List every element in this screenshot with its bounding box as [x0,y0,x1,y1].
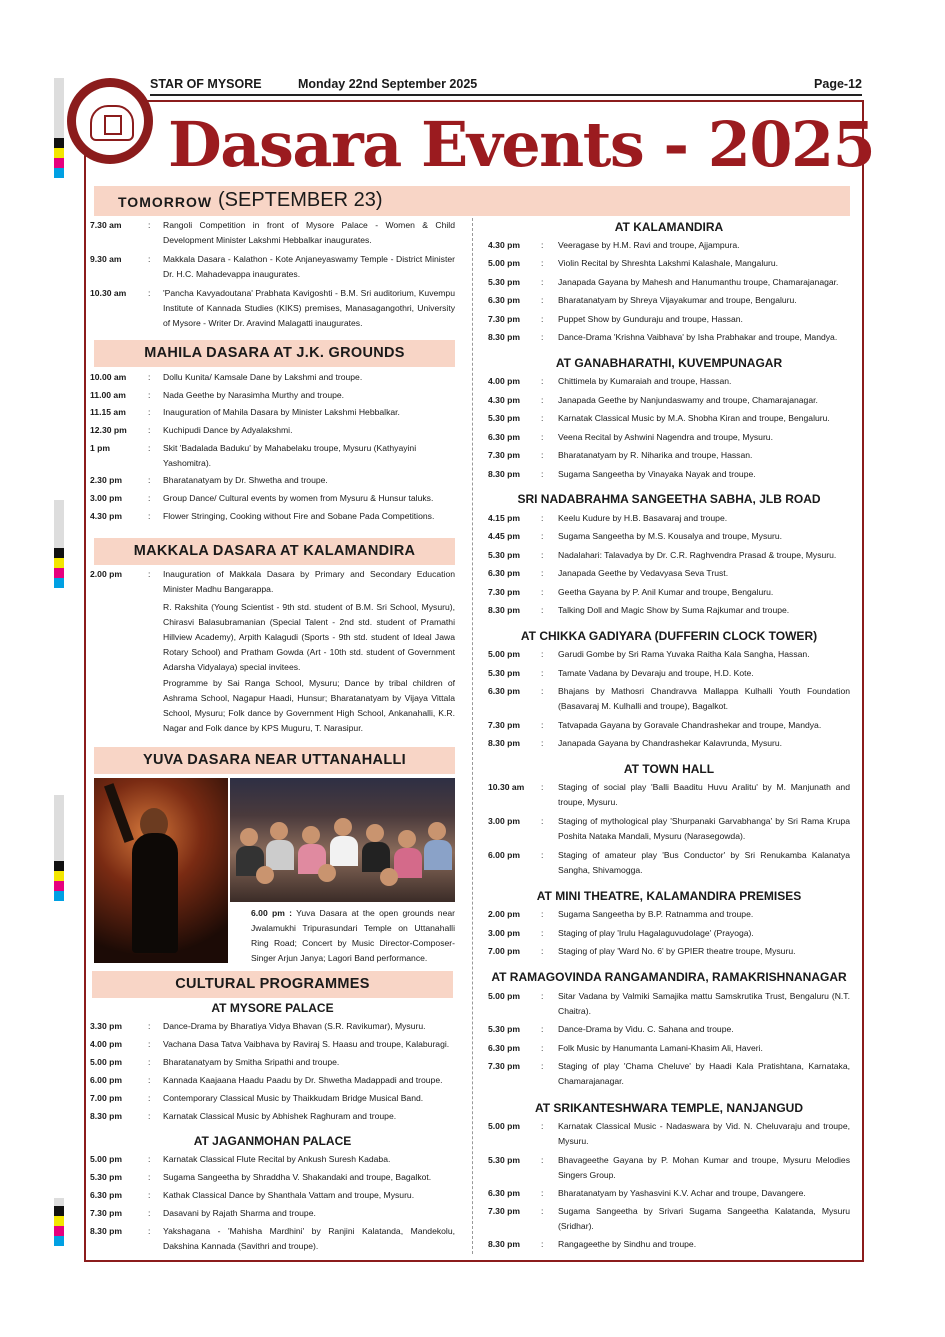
event-row [488,848,850,878]
event-row [488,989,850,1019]
colon-separator: : [541,816,544,826]
event-text: 'Pancha Kavyadoutana' Prabhata Kavigoshti - B.M. Sri auditorium, Kuvempu Institute of Kannada Studies (KIKS) premises, Manasagangothri, University of Mysore - Writer Dr. Aravind Malagatti inaugurates. [163,288,455,328]
event-row [90,370,455,385]
colon-separator: : [148,425,151,435]
event-time: 9.30 am [90,254,122,264]
event-row [90,1091,455,1106]
colon-separator: : [148,443,151,453]
colon-separator: : [148,1057,151,1067]
colon-separator: : [541,376,544,386]
makkala-para-3: Programme by Sai Ranga School, Mysuru; Dance by tribal children of Ashrama School, Nagapur Haadi, Hunsur; Bharatanatyam by Vijaya Vittala School, Mysuru; Folk dance by Government High School, Ankanahalli, K.R. Nagar and Folk dance by KPS Muguru, T. Narasipur. [163,678,455,733]
event-row [90,1037,455,1052]
event-row [488,293,850,308]
nadabrahma-subheading: SRI NADABRAHMA SANGEETHA SABHA, JLB ROAD [517,492,821,506]
event-text: Dasavani by Rajath Sharma and troupe. [163,1208,316,1218]
event-time: 7.30 pm [90,1208,123,1218]
event-text: Karnatak Classical Music - Nadaswara by Vid. N. Cheluvaraju and troupe, Mysuru. [558,1121,850,1146]
event-text: Staging of amateur play 'Bus Conductor' by Sri Renukamba Kalanatya Sangha, Shivamogga. [558,850,850,875]
event-row [488,1041,850,1056]
event-row [488,393,850,408]
event-time: 8.30 pm [90,1226,123,1236]
event-text: Puppet Show by Gunduraju and troupe, Hassan. [558,314,743,324]
event-time: 4.00 pm [488,376,521,386]
event-time: 2.30 pm [90,475,123,485]
ramagovinda-subheading: AT RAMAGOVINDA RANGAMANDIRA, RAMAKRISHNANAGAR [491,970,847,984]
event-text: Skit 'Badalada Baduku' by Mahabelaku troupe, Mysuru (Kathyayini Yashomitra). [163,443,417,468]
yuva-heading: YUVA DASARA NEAR UTTANAHALLI [94,747,455,774]
colon-separator: : [148,1172,151,1182]
event-row [90,218,455,248]
event-time: 10.30 am [90,288,127,298]
event-text: Karnatak Classical Music by M.A. Shobha Kiran and troupe, Bengaluru. [558,413,830,423]
event-text: Bharatanatyam by Yashasvini K.V. Achar and troupe, Davangere. [558,1188,806,1198]
event-row [488,448,850,463]
event-row [488,1237,850,1252]
event-time: 8.30 pm [90,1111,123,1121]
event-text: Veena Recital by Ashwini Nagendra and troupe, Mysuru. [558,432,773,442]
event-text: Talking Doll and Magic Show by Suma Rajkumar and troupe. [558,605,790,615]
issue-date: Monday 22nd September 2025 [298,77,478,91]
event-time: 5.30 pm [488,413,521,423]
colon-separator: : [541,1024,544,1034]
event-time: 5.00 pm [90,1057,123,1067]
event-time: 7.30 pm [488,720,521,730]
event-row [90,252,455,282]
event-time: 3.00 pm [488,816,521,826]
colon-separator: : [148,1190,151,1200]
event-text: Flower Stringing, Cooking without Fire and Sobane Pada Competitions. [163,511,435,521]
event-text: Inauguration of Mahila Dasara by Minister Lakshmi Hebbalkar. [163,407,400,417]
event-time: 3.30 pm [90,1021,123,1031]
event-text: Makkala Dasara - Kalathon - Kote Anjaneyaswamy Temple - District Minister Dr. H.C. Mahadevappa inaugurates. [163,254,455,279]
registration-marks-mid [54,500,64,588]
event-text: Rangoli Competition in front of Mysore Palace - Women & Child Development Minister Lakshmi Hebbalkar inaugurates. [163,220,455,245]
event-text: Violin Recital by Shreshta Lakshmi Kalashale, Mangaluru. [558,258,779,268]
event-row [488,944,850,959]
event-row [488,467,850,482]
colon-separator: : [148,493,151,503]
event-row [488,548,850,563]
colon-separator: : [541,668,544,678]
event-time: 8.30 pm [488,332,521,342]
event-time: 6.30 pm [90,1190,123,1200]
colon-separator: : [541,432,544,442]
event-text: Janapada Geethe by Vedavyasa Seva Trust. [558,568,729,578]
event-row [488,666,850,681]
colon-separator: : [541,909,544,919]
colon-separator: : [541,1061,544,1071]
event-time: 5.30 pm [90,1172,123,1182]
event-row [90,1206,455,1221]
colon-separator: : [541,531,544,541]
event-row [90,405,455,420]
event-row [90,441,455,471]
colon-separator: : [541,240,544,250]
event-row [90,1109,455,1124]
event-time: 4.30 pm [90,511,123,521]
event-time: 6.00 pm [90,1075,123,1085]
event-row [90,1073,455,1088]
makkala-heading: MAKKALA DASARA AT KALAMANDIRA [94,538,455,565]
event-row [488,238,850,253]
event-row [488,330,850,345]
event-row [488,736,850,751]
colon-separator: : [541,850,544,860]
ganabharathi-subheading: AT GANABHARATHI, KUVEMPUNAGAR [555,356,783,370]
mahila-heading: MAHILA DASARA AT J.K. GROUNDS [94,340,455,367]
event-row [488,529,850,544]
event-time: 8.30 pm [488,605,521,615]
event-time: 11.15 am [90,407,126,417]
colon-separator: : [541,314,544,324]
event-row [488,603,850,618]
event-text: Vachana Dasa Tatva Vaibhava by Raviraj S. Haasu and troupe, Kalaburagi. [163,1039,450,1049]
event-row [488,585,850,600]
event-row [90,473,455,488]
event-row [488,814,850,844]
event-text: Dance-Drama by Bharatiya Vidya Bhavan (S.R. Ravikumar), Mysuru. [163,1021,426,1031]
colon-separator: : [541,513,544,523]
event-time: 4.30 pm [488,240,521,250]
colon-separator: : [541,649,544,659]
event-time: 5.00 pm [488,1121,521,1131]
event-time: 7.30 pm [488,587,521,597]
singer-photo [94,778,228,963]
event-time: 6.30 pm [488,295,521,305]
event-text: Yakshagana - 'Mahisha Mardhini' by Ranjini Kalatanda, Mandekolu, Dakshina Kannada (Savithri and troupe). [163,1226,455,1251]
event-row [90,388,455,403]
masthead-title: Dasara Events - 2025 [168,108,875,181]
event-text: Kuchipudi Dance by Adyalakshmi. [163,425,293,435]
colon-separator: : [148,1226,151,1236]
event-text: Bharatanatyam by R. Niharika and troupe, Hassan. [558,450,753,460]
event-text: Bhavageethe Gayana by P. Mohan Kumar and troupe, Mysuru Melodies Singers Group. [558,1155,850,1180]
colon-separator: : [148,511,151,521]
event-time: 5.00 pm [488,991,521,1001]
colon-separator: : [541,1121,544,1131]
event-row [488,430,850,445]
event-time: 8.30 pm [488,469,521,479]
colon-separator: : [148,1093,151,1103]
event-text: Nadalahari: Talavadya by Dr. C.R. Raghvendra Prasad & troupe, Mysuru. [558,550,837,560]
tomorrow-date: (SEPTEMBER 23) [218,189,383,211]
colon-separator: : [541,1188,544,1198]
event-row [488,566,850,581]
colon-separator: : [148,1075,151,1085]
registration-marks-bottom [54,1198,64,1246]
colon-separator: : [148,1021,151,1031]
colon-separator: : [541,550,544,560]
event-time: 10.00 am [90,372,127,382]
colon-separator: : [541,738,544,748]
kalamandira-subheading: AT KALAMANDIRA [614,220,724,234]
colon-separator: : [541,1206,544,1216]
colon-separator: : [148,372,151,382]
event-time: 6.30 pm [488,686,521,696]
event-time: 6.30 pm [488,432,521,442]
event-time: 3.00 pm [488,928,521,938]
colon-separator: : [541,1155,544,1165]
colon-separator: : [541,395,544,405]
event-time: 5.00 pm [90,1154,123,1164]
event-text: Staging of mythological play 'Shurpanaki Garvabhanga' by Sri Rama Krupa Poshita Nataka Mandali, Mysuru (Narasegowda). [558,816,850,841]
left-column [90,0,455,1337]
right-column [488,0,850,1337]
registration-marks-top [54,78,64,178]
event-time: 5.30 pm [488,1024,521,1034]
event-time: 5.00 pm [488,258,521,268]
event-text: Keelu Kudure by H.B. Basavaraj and troupe. [558,513,728,523]
event-row [488,684,850,714]
event-text: Staging of play 'Chama Cheluve' by Haadi Kala Pratishtana, Karnataka, Chamarajanagar. [558,1061,850,1086]
colon-separator: : [148,1111,151,1121]
event-time: 1 pm [90,443,111,453]
event-row [90,1188,455,1203]
event-text: Nada Geethe by Narasimha Murthy and troupe. [163,390,345,400]
event-time: 10.30 am [488,782,525,792]
event-row [90,1055,455,1070]
event-row [90,1019,455,1034]
page-number: Page-12 [814,77,862,91]
event-text: Sitar Vadana by Valmiki Samajika mattu Samskrutika Trust, Bengaluru (N.T. Chaitra). [558,991,850,1016]
tomorrow-label: TOMORROW [118,194,213,210]
colon-separator: : [541,605,544,615]
event-text: Janapada Gayana by Chandrashekar Kalavrunda, Mysuru. [558,738,783,748]
paper-name: STAR OF MYSORE [150,77,262,91]
event-text: Karnatak Classical Flute Recital by Ankush Suresh Kadaba. [163,1154,391,1164]
event-time: 5.00 pm [488,649,521,659]
crowd-photo [230,778,455,902]
event-text: Bharatanatyam by Smitha Sripathi and troupe. [163,1057,340,1067]
colon-separator: : [148,390,151,400]
colon-separator: : [541,928,544,938]
event-row [488,647,850,662]
event-time: 4.00 pm [90,1039,123,1049]
event-row [488,1186,850,1201]
event-time: 6.30 pm [488,1188,521,1198]
event-text: Rangageethe by Sindhu and troupe. [558,1239,697,1249]
colon-separator: : [148,220,151,230]
event-text: Dance-Drama by Vidu. C. Sahana and troupe. [558,1024,734,1034]
event-text: Dance-Drama 'Krishna Vaibhava' by Isha Prabhakar and troupe, Mandya. [558,332,838,342]
event-text: Chittimela by Kumaraiah and troupe, Hassan. [558,376,732,386]
event-time: 5.30 pm [488,277,521,287]
event-row [488,1153,850,1183]
makkala-para-1: Inauguration of Makkala Dasara by Primary and Secondary Education Minister Madhu Bangarappa. [163,569,455,594]
event-text: Sugama Sangeetha by Shraddha V. Shakandaki and troupe, Bagalkot. [163,1172,432,1182]
event-time: 7.30 am [90,220,122,230]
colon-separator: : [541,568,544,578]
town-hall-subheading: AT TOWN HALL [623,762,715,776]
event-row [90,286,455,331]
colon-separator: : [148,475,151,485]
colon-separator: : [541,258,544,268]
yuva-caption [251,906,455,966]
colon-separator: : [148,1154,151,1164]
event-row [90,423,455,438]
event-text: Dollu Kunita/ Kamsale Dane by Lakshmi and troupe. [163,372,363,382]
event-time: 8.30 pm [488,738,521,748]
event-time: 2.00 pm [488,909,521,919]
event-time: 8.30 pm [488,1239,521,1249]
event-row [488,411,850,426]
colon-separator: : [541,450,544,460]
event-text: Geetha Gayana by P. Anil Kumar and troupe, Bengaluru. [558,587,774,597]
event-row [488,780,850,810]
event-row [488,511,850,526]
mini-theatre-subheading: AT MINI THEATRE, KALAMANDIRA PREMISES [536,889,802,903]
event-text: Sugama Sangeetha by Vinayaka Nayak and troupe. [558,469,756,479]
colon-separator: : [148,1208,151,1218]
event-text: Bharatanatyam by Dr. Shwetha and troupe. [163,475,328,485]
event-text: Folk Music by Hanumanta Lamani-Khasim Ali, Haveri. [558,1043,763,1053]
event-time: 6.00 pm [488,850,521,860]
yuva-time: 6.00 pm : [251,908,293,918]
event-time: 7.30 pm [488,1206,521,1216]
event-text: Bharatanatyam by Shreya Vijayakumar and troupe, Bengaluru. [558,295,797,305]
event-text: Sugama Sangeetha by M.S. Kousalya and troupe, Mysuru. [558,531,783,541]
event-text: Garudi Gombe by Sri Rama Yuvaka Raitha Kala Sangha, Hassan. [558,649,810,659]
colon-separator: : [541,991,544,1001]
colon-separator: : [541,686,544,696]
event-time: 5.30 pm [488,1155,521,1165]
event-row [488,1022,850,1037]
event-time: 4.30 pm [488,395,521,405]
event-time: 7.30 pm [488,1061,521,1071]
event-row [488,907,850,922]
event-row [488,926,850,941]
event-text: Veeragase by H.M. Ravi and troupe, Ajjampura. [558,240,740,250]
chikka-gadiyara-subheading: AT CHIKKA GADIYARA (DUFFERIN CLOCK TOWER) [520,629,818,643]
colon-separator: : [541,295,544,305]
event-text: Janapada Gayana by Mahesh and Hanumanthu troupe, Chamarajanagar. [558,277,839,287]
colon-separator: : [541,413,544,423]
event-time: 5.30 pm [488,550,521,560]
event-text: Sugama Sangeetha by Srivari Sugama Sangeetha Kalatanda, Mysuru (Sridhar). [558,1206,850,1231]
event-text: Kathak Classical Dance by Shanthala Vattam and troupe, Mysuru. [163,1190,415,1200]
colon-separator: : [541,1239,544,1249]
jaganmohan-subheading: AT JAGANMOHAN PALACE [193,1134,352,1148]
colon-separator: : [148,569,151,579]
event-time: 7.00 pm [488,946,521,956]
event-time: 11.00 am [90,390,126,400]
mysore-palace-subheading: AT MYSORE PALACE [211,1001,334,1015]
event-text: Tamate Vadana by Devaraju and troupe, H.D. Kote. [558,668,754,678]
colon-separator: : [541,469,544,479]
yuva-caption-text: Yuva Dasara at the open grounds near Jwalamukhi Tripurasundari Temple on Uttanahalli Ring Road; Concert by Music Director-Composer-Singer Arjun Janya; Lagori Band performance. [251,908,455,963]
event-time: 6.30 pm [488,568,521,578]
colon-separator: : [148,1039,151,1049]
event-time: 2.00 pm [90,569,123,579]
event-time: 4.15 pm [488,513,521,523]
event-row [488,1059,850,1089]
event-row [90,491,455,506]
makkala-para-2: R. Rakshita (Young Scientist - 9th std. student of B.M. Sri School, Mysuru), Chirasvi Balasubramanian (Special Talent - 2nd std. student of Pramathi Hillview Academy), Arpith Kalagudi (Sports - 9th std. student of Ideal Jawa Rotary School) and Pratham Gowda (Art - 10th std. student of Government Adarsha Vidyalaya) special invitees. [163,602,455,672]
event-text: Staging of social play 'Balli Baaditu Huvu Aralitu' by M. Manjunath and troupe, Mysuru. [558,782,850,807]
colon-separator: : [148,407,151,417]
event-text: Kannada Kaajaana Haadu Paadu by Dr. Shwetha Madappadi and troupe. [163,1075,443,1085]
event-time: 7.30 pm [488,450,521,460]
event-text: Staging of play 'Irulu Hagalaguvudolage' (Prayoga). [558,928,754,938]
event-row [90,1170,455,1185]
colon-separator: : [541,587,544,597]
event-row [90,1152,455,1167]
event-text: Sugama Sangeetha by B.P. Ratnamma and troupe. [558,909,754,919]
event-row [90,1224,455,1254]
event-text: Janapada Geethe by Nanjundaswamy and troupe, Chamarajanagar. [558,395,818,405]
colon-separator: : [541,946,544,956]
event-time: 4.45 pm [488,531,521,541]
event-text: Bhajans by Mathosri Chandravva Mallappa Kulhalli Youth Foundation (Basavaraj M. Kulhalli and troupe), Bagalkot. [558,686,850,711]
cultural-heading: CULTURAL PROGRAMMES [92,971,453,998]
event-text: Tatvapada Gayana by Goravale Chandrashekar and troupe, Mandya. [558,720,822,730]
event-row [90,509,455,524]
event-row [488,1204,850,1234]
event-time: 6.30 pm [488,1043,521,1053]
event-row [488,1119,850,1149]
srikanteshwara-subheading: AT SRIKANTESHWARA TEMPLE, NANJANGUD [534,1101,803,1115]
event-time: 5.30 pm [488,668,521,678]
event-time: 12.30 pm [90,425,127,435]
colon-separator: : [541,720,544,730]
event-text: Group Dance/ Cultural events by women from Mysuru & Hunsur taluks. [163,493,434,503]
colon-separator: : [541,332,544,342]
event-time: 7.00 pm [90,1093,123,1103]
event-text: Karnatak Classical Music by Abhishek Raghuram and troupe. [163,1111,397,1121]
event-row [488,256,850,271]
event-text: Staging of play 'Ward No. 6' by GPIER theatre troupe, Mysuru. [558,946,796,956]
colon-separator: : [541,1043,544,1053]
colon-separator: : [148,288,151,298]
event-text: Contemporary Classical Music by Thaikkudam Bridge Musical Band. [163,1093,424,1103]
event-time: 3.00 pm [90,493,123,503]
event-row [488,312,850,327]
colon-separator: : [148,254,151,264]
event-row [488,718,850,733]
event-row [488,275,850,290]
column-divider [472,218,474,1254]
event-row [488,374,850,389]
registration-marks-low [54,795,64,901]
colon-separator: : [541,782,544,792]
event-time: 7.30 pm [488,314,521,324]
colon-separator: : [541,277,544,287]
